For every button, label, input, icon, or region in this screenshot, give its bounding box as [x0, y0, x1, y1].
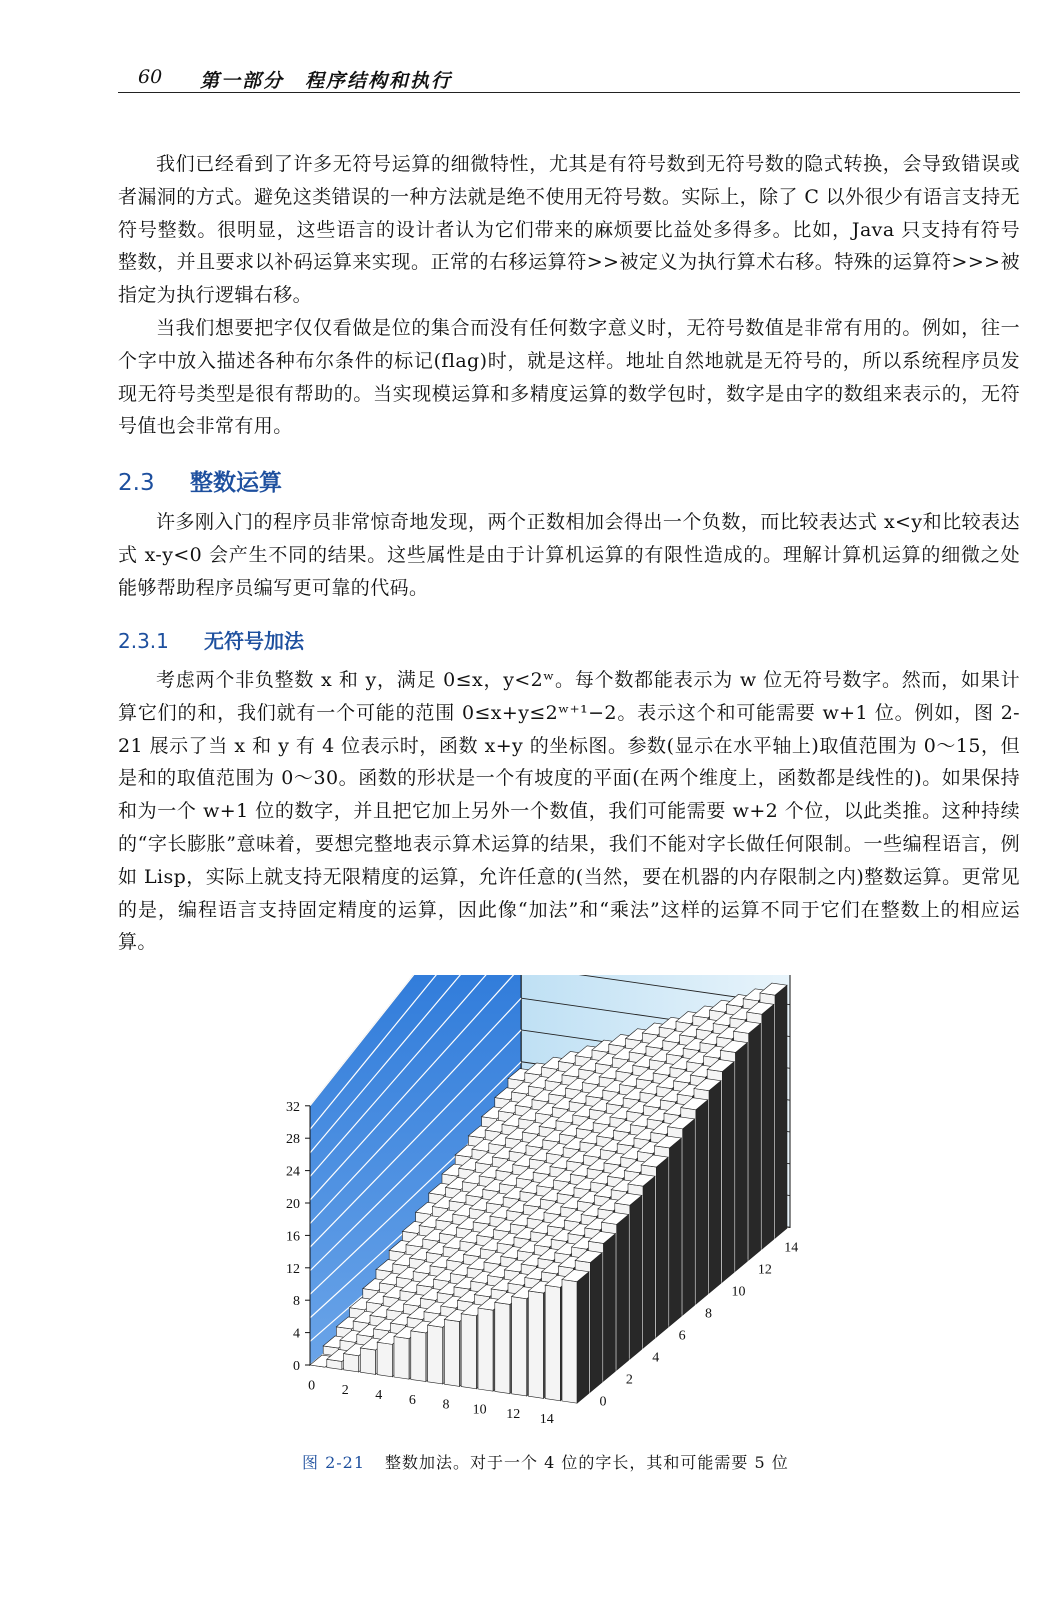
y-tick-label: 10: [731, 1284, 746, 1300]
z-tick-label: 28: [286, 1132, 300, 1148]
bar-front: [444, 1319, 459, 1386]
z-tick-label: 12: [286, 1261, 300, 1277]
bar-front: [344, 1354, 359, 1372]
paragraph-1: [118, 148, 1020, 312]
caption-text: 整数加法。对于一个 4 位的字长，其和可能需要 5 位: [385, 1453, 789, 1472]
x-tick-label: 6: [408, 1392, 416, 1408]
bar-front: [411, 1331, 426, 1382]
z-tick-label: 24: [286, 1164, 300, 1180]
bar-front: [461, 1314, 476, 1389]
x-tick-label: 10: [472, 1402, 487, 1418]
paragraph-4: [118, 664, 1020, 959]
bar-side: [656, 1157, 668, 1337]
page-header: [118, 62, 1020, 93]
z-tick-label: 16: [286, 1229, 300, 1245]
page-number: 60: [138, 66, 163, 88]
paragraph-text: 许多刚入门的程序员非常惊奇地发现，两个正数相加会得出一个负数，而比较表达式 x<y和比较表达式 x-y<0 会产生不同的结果。这些属性是由于计算机运算的有限性造成的。理解计算机运算的细微之处能够帮助程序员编写更可靠的代码。: [118, 511, 1020, 599]
bar-front: [495, 1302, 510, 1393]
bar-front: [478, 1308, 493, 1391]
bar-side: [762, 1004, 774, 1249]
y-tick-label: 0: [599, 1394, 607, 1410]
figure-label: 图 2-21: [302, 1453, 366, 1472]
figure-2-21: [250, 975, 870, 1445]
bar-side: [670, 1138, 682, 1326]
y-tick-label: 8: [705, 1306, 713, 1322]
bar-front: [428, 1325, 443, 1384]
bar-side: [617, 1214, 629, 1370]
y-tick-label: 6: [678, 1328, 686, 1344]
z-tick-label: 0: [293, 1359, 300, 1374]
bar-front: [512, 1297, 527, 1396]
y-tick-label: 14: [784, 1240, 799, 1256]
bar-side: [643, 1176, 655, 1348]
bar-side: [590, 1253, 602, 1393]
x-tick-label: 2: [341, 1383, 349, 1399]
y-tick-label: 12: [757, 1262, 772, 1278]
bar-side: [577, 1272, 589, 1403]
bar-side: [749, 1023, 761, 1260]
bar-side: [775, 985, 787, 1238]
z-tick-label: 32: [286, 1099, 300, 1115]
bar-side: [630, 1195, 642, 1359]
bar-side: [604, 1234, 616, 1382]
paragraph-3: [118, 506, 1020, 604]
bar-front: [377, 1342, 392, 1377]
subsection-number: 2.3.1: [118, 629, 169, 653]
bar-front: [528, 1291, 543, 1398]
bar-side: [696, 1100, 708, 1304]
x-tick-label: 8: [442, 1397, 450, 1413]
paragraph-2: [118, 312, 1020, 443]
section-title: 整数运算: [190, 470, 282, 496]
bar-side: [722, 1062, 734, 1283]
y-tick-label: 2: [625, 1372, 633, 1388]
subsection-title: 无符号加法: [204, 629, 304, 653]
running-head: 第一部分 程序结构和执行: [200, 70, 453, 92]
x-tick-label: 4: [375, 1387, 383, 1403]
y-tick-label: 4: [652, 1350, 660, 1366]
section-heading: [118, 464, 282, 497]
bar-side: [683, 1119, 695, 1315]
bar-side: [709, 1081, 721, 1293]
bar-side: [736, 1043, 748, 1272]
addition-3d-chart: [250, 975, 870, 1445]
bar-front: [545, 1285, 560, 1401]
z-tick-label: 4: [293, 1326, 300, 1342]
paragraph-text: 我们已经看到了许多无符号运算的细微特性，尤其是有符号数到无符号数的隐式转换，会导致错误或者漏洞的方式。避免这类错误的一种方法就是绝不使用无符号数。实际上，除了 C 以外很少有语言支持无符号整数。很明显，这些语言的设计者认为它们带来的麻烦要比益处多得多。比如，Java 只支持有符号整数，并且要求以补码运算来实现。正常的右移运算符>>被定义为执行算术右移。特殊的运算符>>>被指定为执行逻辑右移。: [118, 153, 1020, 307]
x-tick-label: 0: [308, 1378, 316, 1394]
x-tick-label: 12: [506, 1407, 521, 1423]
paragraph-text: 当我们想要把字仅仅看做是位的集合而没有任何数字意义时，无符号数值是非常有用的。例如，往一个字中放入描述各种布尔条件的标记(flag)时，就是这样。地址自然地就是无符号的，所以系统程序员发现无符号类型是很有帮助的。当实现模运算和多精度运算的数学包时，数字是由字的数组来表示的，无符号值也会非常有用。: [118, 317, 1020, 438]
bar-front: [562, 1280, 577, 1404]
x-tick-label: 14: [539, 1411, 554, 1427]
bar-front: [394, 1337, 409, 1380]
figure-caption: [302, 1450, 789, 1473]
z-tick-label: 20: [286, 1197, 300, 1212]
section-number: 2.3: [118, 470, 155, 496]
bar-front: [360, 1348, 375, 1374]
subsection-heading: [118, 625, 304, 654]
z-tick-label: 8: [293, 1294, 300, 1310]
paragraph-text: 考虑两个非负整数 x 和 y，满足 0≤x，y<2ʷ。每个数都能表示为 w 位无符号数字。然而，如果计算它们的和，我们就有一个可能的范围 0≤x+y≤2ʷ⁺¹−2。表示这个和可能需要 w+1 位。例如，图 2-21 展示了当 x 和 y 有 4 位表示时，函数 x+y 的坐标图。参数(显示在水平轴上)取值范围为 0～15，但是和的取值范围为 0～30。函数的形状是一个有坡度的平面(在两个维度上，函数都是线性的)。如果保持和为一个 w+1 位的数字，并且把它加上另外一个数值，我们可能需要 w+2 个位，以此类推。这种持续的“字长膨胀”意味着，要想完整地表示算术运算的结果，我们不能对字长做任何限制。一些编程语言，例如 Lisp，实际上就支持无限精度的运算，允许任意的(当然，要在机器的内存限制之内)整数运算。更常见的是，编程语言支持固定精度的运算，因此像“加法”和“乘法”这样的运算不同于它们在整数上的相应运算。: [118, 669, 1020, 954]
